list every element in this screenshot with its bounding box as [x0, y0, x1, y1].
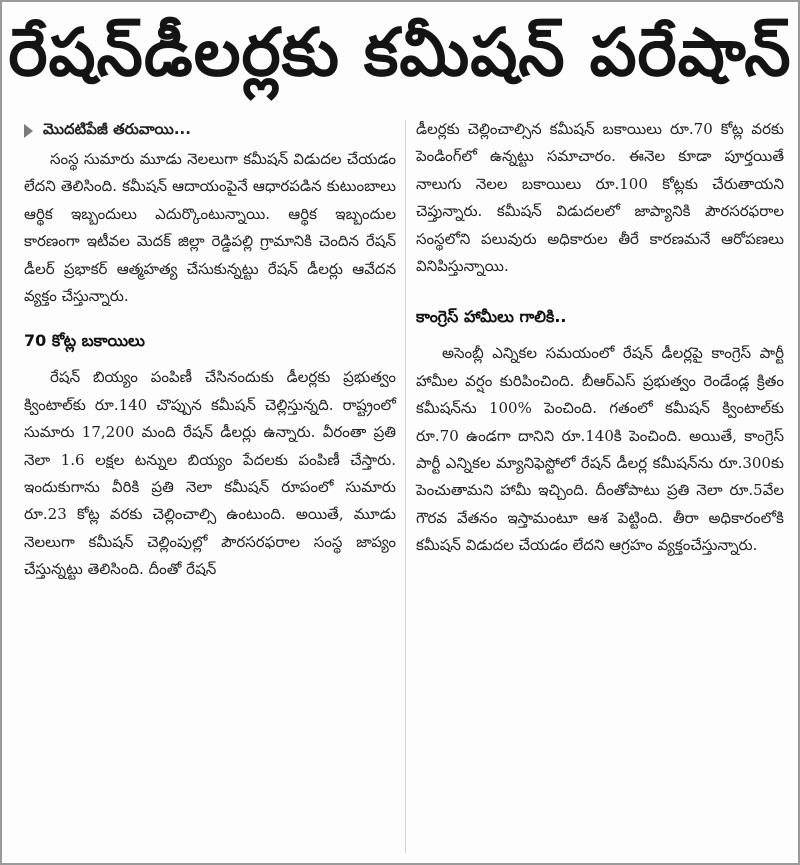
right-paragraph-2: అసెంబ్లీ ఎన్నికల సమయంలో రేషన్ డీలర్లపై కాంగ్రెస్ పార్టీ హామీల వర్షం కురిపించింది. బీఆర్ఎస్ ప్రభుత్వం రెండేండ్ల క్రితం కమీషన్‌ను 100% పెంచింది. గతంలో కమీషన్ క్వింటాల్‌కు రూ.70 ఉండగా దానిని రూ.140కి పెంచింది. అయితే, కాంగ్రెస్ పార్టీ ఎన్నికల మ్యానిఫెస్టోలో రేషన్ డీలర్ల కమీషన్‌ను రూ.300కు పెంచుతామని హామీ ఇచ్చింది. దీంతోపాటు ప్రతి నెలా రూ.5వేల గౌరవ వేతనం ఇస్తామంటూ ఆశ పెట్టింది. తీరా అధికారంలోకి కమీషన్ విడుదల చేయడం లేదని ఆగ్రహం వ్యక్తంచేస్తున్నారు.	[416, 344, 784, 555]
left-paragraph-1: సంస్థ సుమారు మూడు నెలలుగా కమీషన్ విడుదల చేయడం లేదని తెలిసింది. కమీషన్ ఆదాయంపైనే ఆధారపడిన కుటుంబాలు ఆర్థిక ఇబ్బందులు ఎదుర్కొంటున్నాయి. ఆర్థిక ఇబ్బందుల కారణంగా ఇటీవల మెదక్ జిల్లా రెడ్డిపల్లి గ్రామానికి చెందిన రేషన్ డీలర్ ప్రభాకర్ ఆత్మహత్య చేసుకున్నట్టు రేషన్ డీలర్లు ఆవేదన వ్యక్తం చేస్తున్నారు.	[24, 150, 396, 306]
arrow-right-icon	[24, 124, 33, 138]
headline: రేషన్‌డీలర్లకు కమీషన్ పరేషాన్	[8, 13, 792, 91]
subheading-congress-promises: కాంగ్రెస్ హామీలు గాలికి..	[416, 307, 567, 327]
right-column	[416, 116, 784, 857]
right-paragraph-1: డీలర్లకు చెల్లించాల్సిన కమీషన్ బకాయిలు రూ.70 కోట్ల వరకు పెండింగ్‌లో ఉన్నట్టు సమాచారం. ఈనెల కూడా పూర్తయితే నాలుగు నెలల బకాయిలు రూ.100 కోట్లకు చేరుతాయని చెప్తున్నారు. కమీషన్ విడుదలలో జాప్యానికి పౌరసరఫరాల సంస్థలోని పలువురు అధికారుల తీరే కారణమనే ఆరోపణలు వినిపిస్తున్నాయి.	[416, 120, 784, 276]
continued-kicker	[24, 116, 396, 146]
column-divider	[405, 120, 406, 853]
left-column	[24, 116, 396, 857]
left-paragraph-2: రేషన్ బియ్యం పంపిణీ చేసినందుకు డీలర్లకు ప్రభుత్వం క్వింటాల్‌కు రూ.140 చొప్పున కమీషన్ చెల్లిస్తున్నది. రాష్ట్రంలో సుమారు 17,200 మంది రేషన్ డీలర్లు ఉన్నారు. వీరంతా ప్రతి నెలా 1.6 లక్షల టన్నుల బియ్యం పేదలకు పంపిణీ చేస్తారు. ఇందుకుగాను వీరికి ప్రతి నెలా కమీషన్ రూపంలో సుమారు రూ.23 కోట్ల వరకు చెల్లించాల్సి ఉంటుంది. అయితే, మూడు నెలలుగా కమీషన్ చెల్లింపుల్లో పౌరసరఫరాల సంస్థ జాప్యం చేస్తున్నట్టు తెలిసింది. దీంతో రేషన్	[24, 368, 396, 579]
kicker-text: మొదటిపేజీ తరువాయి...	[43, 120, 191, 138]
subheading-arrears: 70 కోట్ల బకాయిలు	[24, 331, 145, 351]
